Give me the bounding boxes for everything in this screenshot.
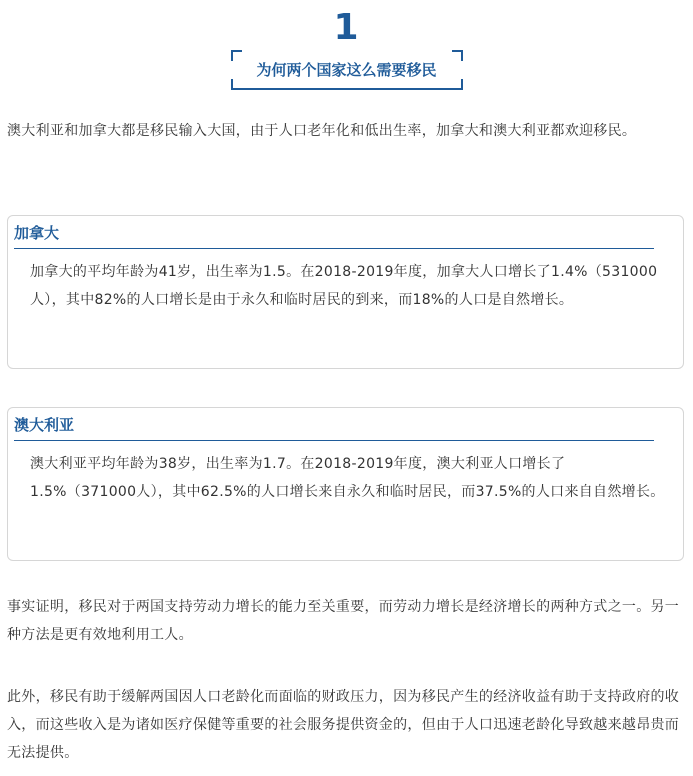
section-title: 为何两个国家这么需要移民 <box>256 61 437 79</box>
card-title: 加拿大 <box>14 224 60 242</box>
title-underline <box>231 88 463 90</box>
card-header <box>14 412 654 441</box>
card-title: 澳大利亚 <box>14 416 75 434</box>
canada-card <box>7 215 684 369</box>
body-paragraph: 此外，移民有助于缓解两国因人口老龄化而面临的财政压力，因为移民产生的经济收益有助于支持政府的收入，而这些收入是为诸如医疗保健等重要的社会服务提供资金的，但由于人口迅速老龄化导致越来越昂贵而无法提供。 <box>7 689 680 761</box>
card-body: 加拿大的平均年龄为41岁，出生率为1.5。在2018-2019年度，加拿大人口增长了1.4%（531000人），其中82%的人口增长是由于永久和临时居民的到来，而18%的人口是自然增长。 <box>30 264 658 308</box>
frame-corner <box>231 50 242 61</box>
card-header <box>14 220 654 249</box>
frame-corner <box>452 50 463 61</box>
section-number: 1 <box>333 7 360 48</box>
section-title-frame <box>231 50 463 90</box>
card-body: 澳大利亚平均年龄为38岁，出生率为1.7。在2018-2019年度，澳大利亚人口增长了1.5%（371000人），其中62.5%的人口增长来自永久和临时居民，而37.5%的人口来自自然增长。 <box>30 456 665 500</box>
body-paragraph: 事实证明，移民对于两国支持劳动力增长的能力至关重要，而劳动力增长是经济增长的两种方式之一。另一种方法是更有效地利用工人。 <box>7 599 680 643</box>
intro-paragraph: 澳大利亚和加拿大都是移民输入大国，由于人口老年化和低出生率，加拿大和澳大利亚都欢迎移民。 <box>7 123 637 139</box>
section-header <box>0 7 693 90</box>
australia-card <box>7 407 684 561</box>
